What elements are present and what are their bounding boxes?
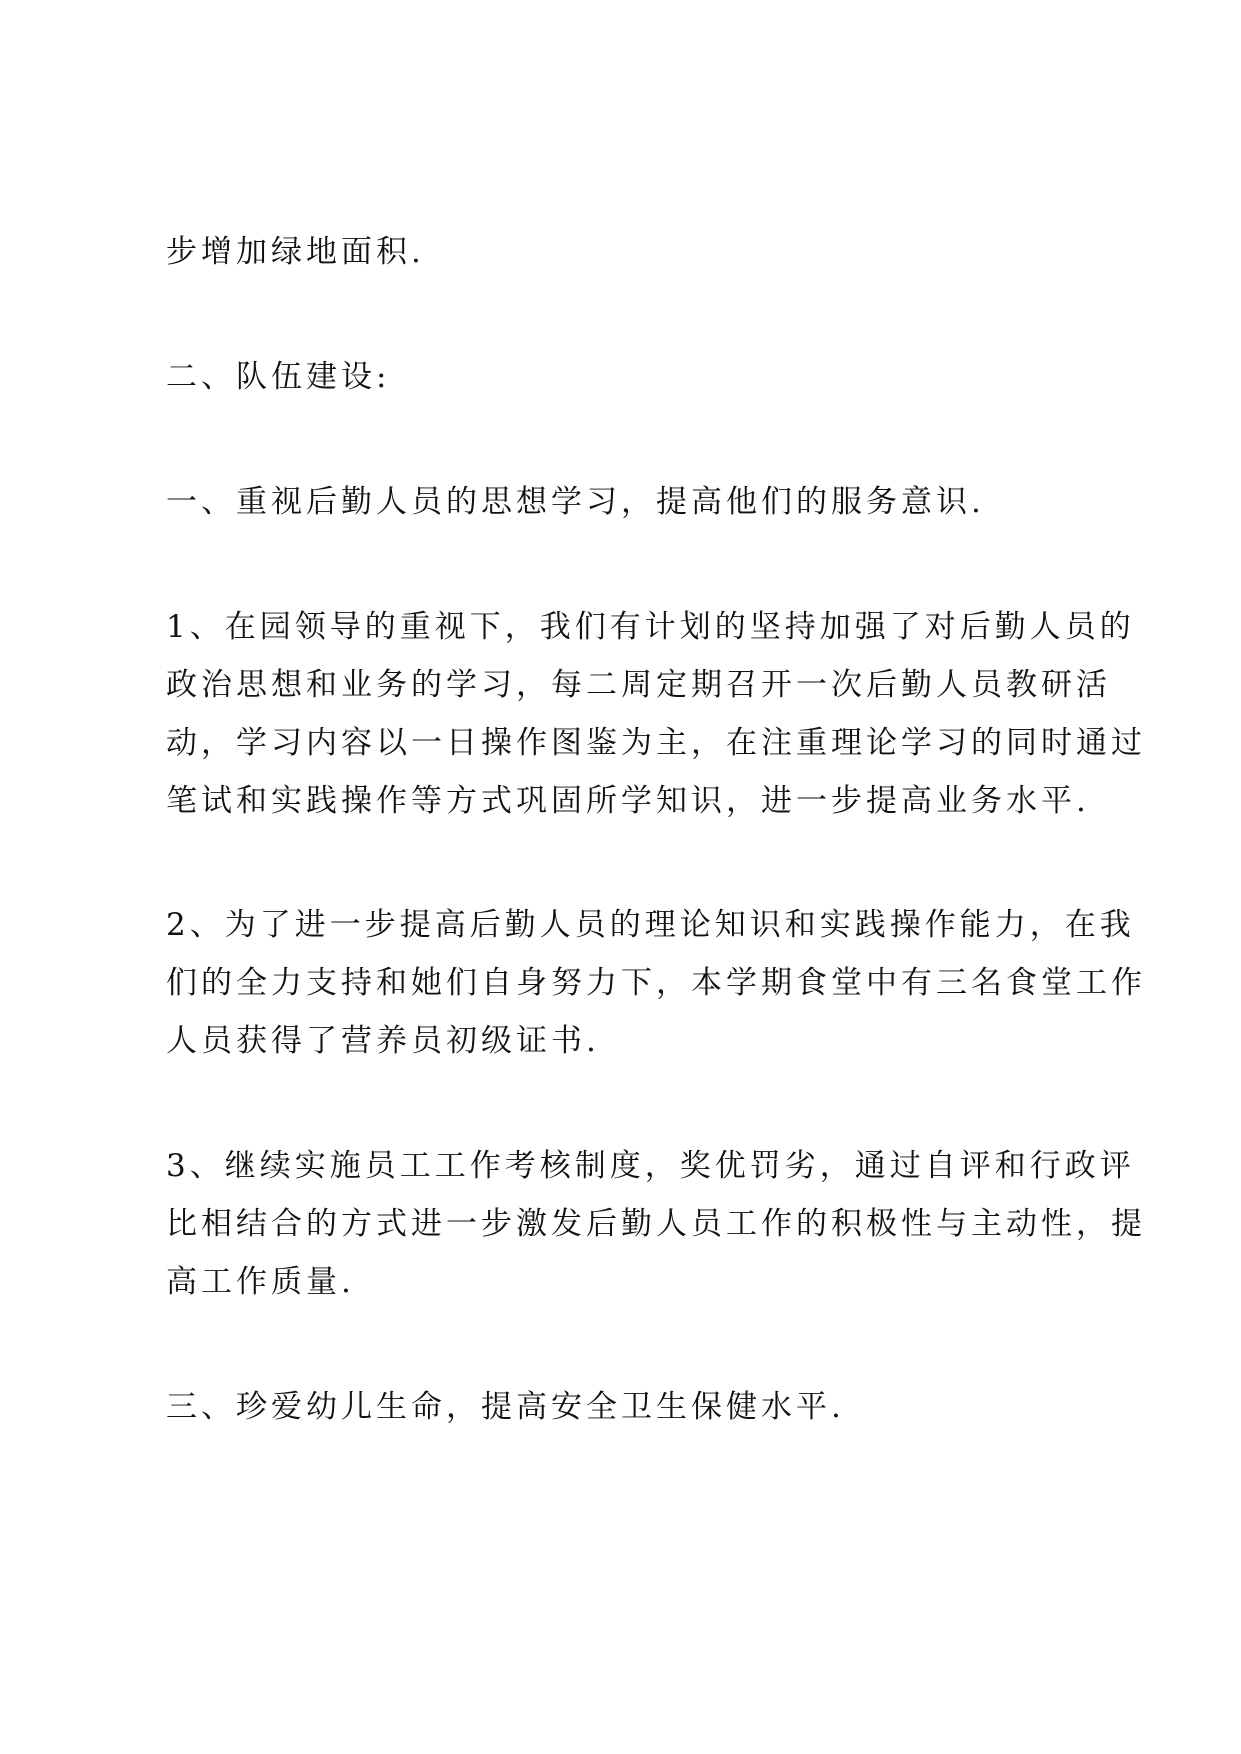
paragraph-3-line-3: 高工作质量. <box>166 1264 355 1300</box>
paragraph-1-line-1: 1、在园领导的重视下，我们有计划的坚持加强了对后勤人员的 <box>166 609 1135 645</box>
paragraph-2-line-1: 2、为了进一步提高后勤人员的理论知识和实践操作能力，在我 <box>166 907 1135 943</box>
paragraph-2-line-2: 们的全力支持和她们自身努力下，本学期食堂中有三名食堂工作 <box>166 965 1146 1001</box>
paragraph-3-line-2: 比相结合的方式进一步激发后勤人员工作的积极性与主动性，提 <box>166 1206 1146 1242</box>
subsection-heading-1: 一、重视后勤人员的思想学习，提高他们的服务意识. <box>166 484 985 520</box>
paragraph-2-line-3: 人员获得了营养员初级证书. <box>166 1023 600 1059</box>
section-heading-team-building: 二、队伍建设: <box>166 359 391 395</box>
paragraph-3-line-1: 3、继续实施员工工作考核制度，奖优罚劣，通过自评和行政评 <box>166 1148 1135 1184</box>
text-line-1: 步增加绿地面积. <box>166 234 425 270</box>
paragraph-1-line-4: 笔试和实践操作等方式巩固所学知识，进一步提高业务水平. <box>166 783 1090 819</box>
section-heading-safety: 三、珍爱幼儿生命，提高安全卫生保健水平. <box>166 1389 845 1425</box>
paragraph-1-line-2: 政治思想和业务的学习，每二周定期召开一次后勤人员教研活 <box>166 667 1111 703</box>
paragraph-1-line-3: 动，学习内容以一日操作图鉴为主，在注重理论学习的同时通过 <box>166 725 1146 761</box>
